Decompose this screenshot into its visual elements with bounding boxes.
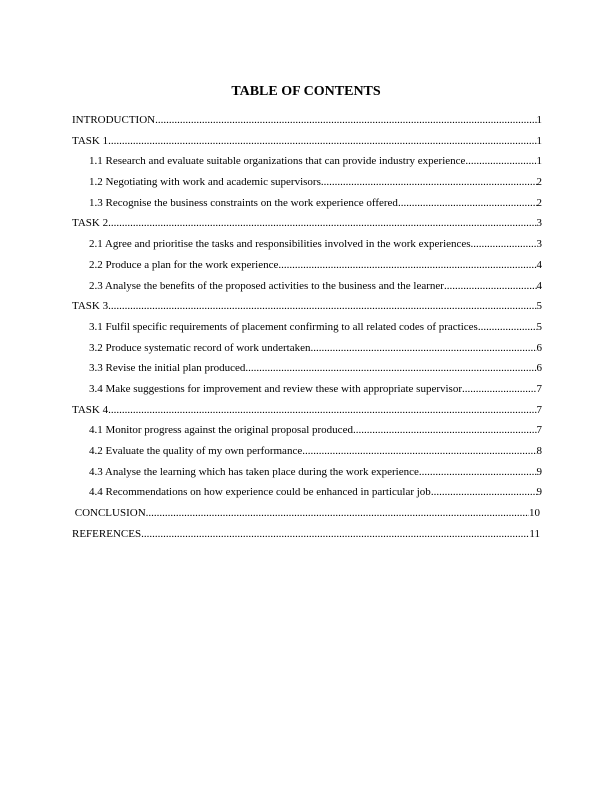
page-number: 4 [536,279,542,292]
toc-entry-references[interactable]: REFERENCES ..... 11 [72,528,540,549]
page-number: 7 [536,382,542,395]
page-number: 3 [536,238,542,251]
page-number: 7 [536,403,542,416]
page-number: 2 [536,176,542,189]
toc-entry-3-1[interactable]: 3.1 Fulfil specific requirements of placement confirming to all related codes of practices ..... 5 [72,321,542,342]
toc-entry-4-1[interactable]: 4.1 Monitor progress against the original proposal produced ..... 7 [72,424,542,445]
toc-entry-4-3[interactable]: 4.3 Analyse the learning which has taken place during the work experience ..... 9 [72,466,542,487]
toc-entry-2-2[interactable]: 2.2 Produce a plan for the work experience ..... 4 [72,259,542,280]
toc-entry-conclusion[interactable]: CONCLUSION ..... 10 [72,507,540,528]
toc-entry-2-3[interactable]: 2.3 Analyse the benefits of the proposed activities to the business and the learner ..... 4 [72,280,542,301]
toc-entry-task-3[interactable]: TASK 3 ..... 5 [72,300,542,321]
toc-entry-2-1[interactable]: 2.1 Agree and prioritise the tasks and responsibilities involved in the work experiences ..... 3 [72,238,542,259]
toc-entry-4-2[interactable]: 4.2 Evaluate the quality of my own performance ..... 8 [72,445,542,466]
toc-entry-introduction[interactable]: INTRODUCTION ..... 1 [72,114,542,135]
toc-entry-1-1[interactable]: 1.1 Research and evaluate suitable organizations that can provide industry experience ..... 1 [72,155,542,176]
page-number: 9 [536,486,542,499]
table-of-contents [72,114,542,548]
toc-entry-task-2[interactable]: TASK 2 ..... 3 [72,217,542,238]
page-number: 4 [536,258,542,271]
page-number: 1 [536,155,542,168]
page-number: 11 [529,527,540,540]
toc-entry-task-1[interactable]: TASK 1 ..... 1 [72,135,542,156]
page-number: 5 [536,320,542,333]
page-number: 10 [529,507,540,520]
toc-entry-1-2[interactable]: 1.2 Negotiating with work and academic supervisors ..... 2 [72,176,542,197]
toc-title: TABLE OF CONTENTS [231,84,381,99]
toc-entry-3-4[interactable]: 3.4 Make suggestions for improvement and review these with appropriate supervisor ..... 7 [72,383,542,404]
page-number: 9 [536,465,542,478]
toc-entry-3-3[interactable]: 3.3 Revise the initial plan produced ..... 6 [72,362,542,383]
page-number: 6 [536,362,542,375]
toc-entry-1-3[interactable]: 1.3 Recognise the business constraints on the work experience offered ..... 2 [72,197,542,218]
page-number: 6 [536,341,542,354]
toc-entry-4-4[interactable]: 4.4 Recommendations on how experience could be enhanced in particular job ..... 9 [72,486,542,507]
toc-entry-3-2[interactable]: 3.2 Produce systematic record of work undertaken ..... 6 [72,342,542,363]
page-number: 8 [536,445,542,457]
page-number: 5 [536,300,542,313]
page-number: 2 [536,196,542,209]
page-number: 1 [536,134,542,147]
page-number: 7 [536,424,542,437]
page-number: 3 [536,217,542,230]
toc-entry-task-4[interactable]: TASK 4 ..... 7 [72,404,542,425]
page-number: 1 [536,114,542,126]
